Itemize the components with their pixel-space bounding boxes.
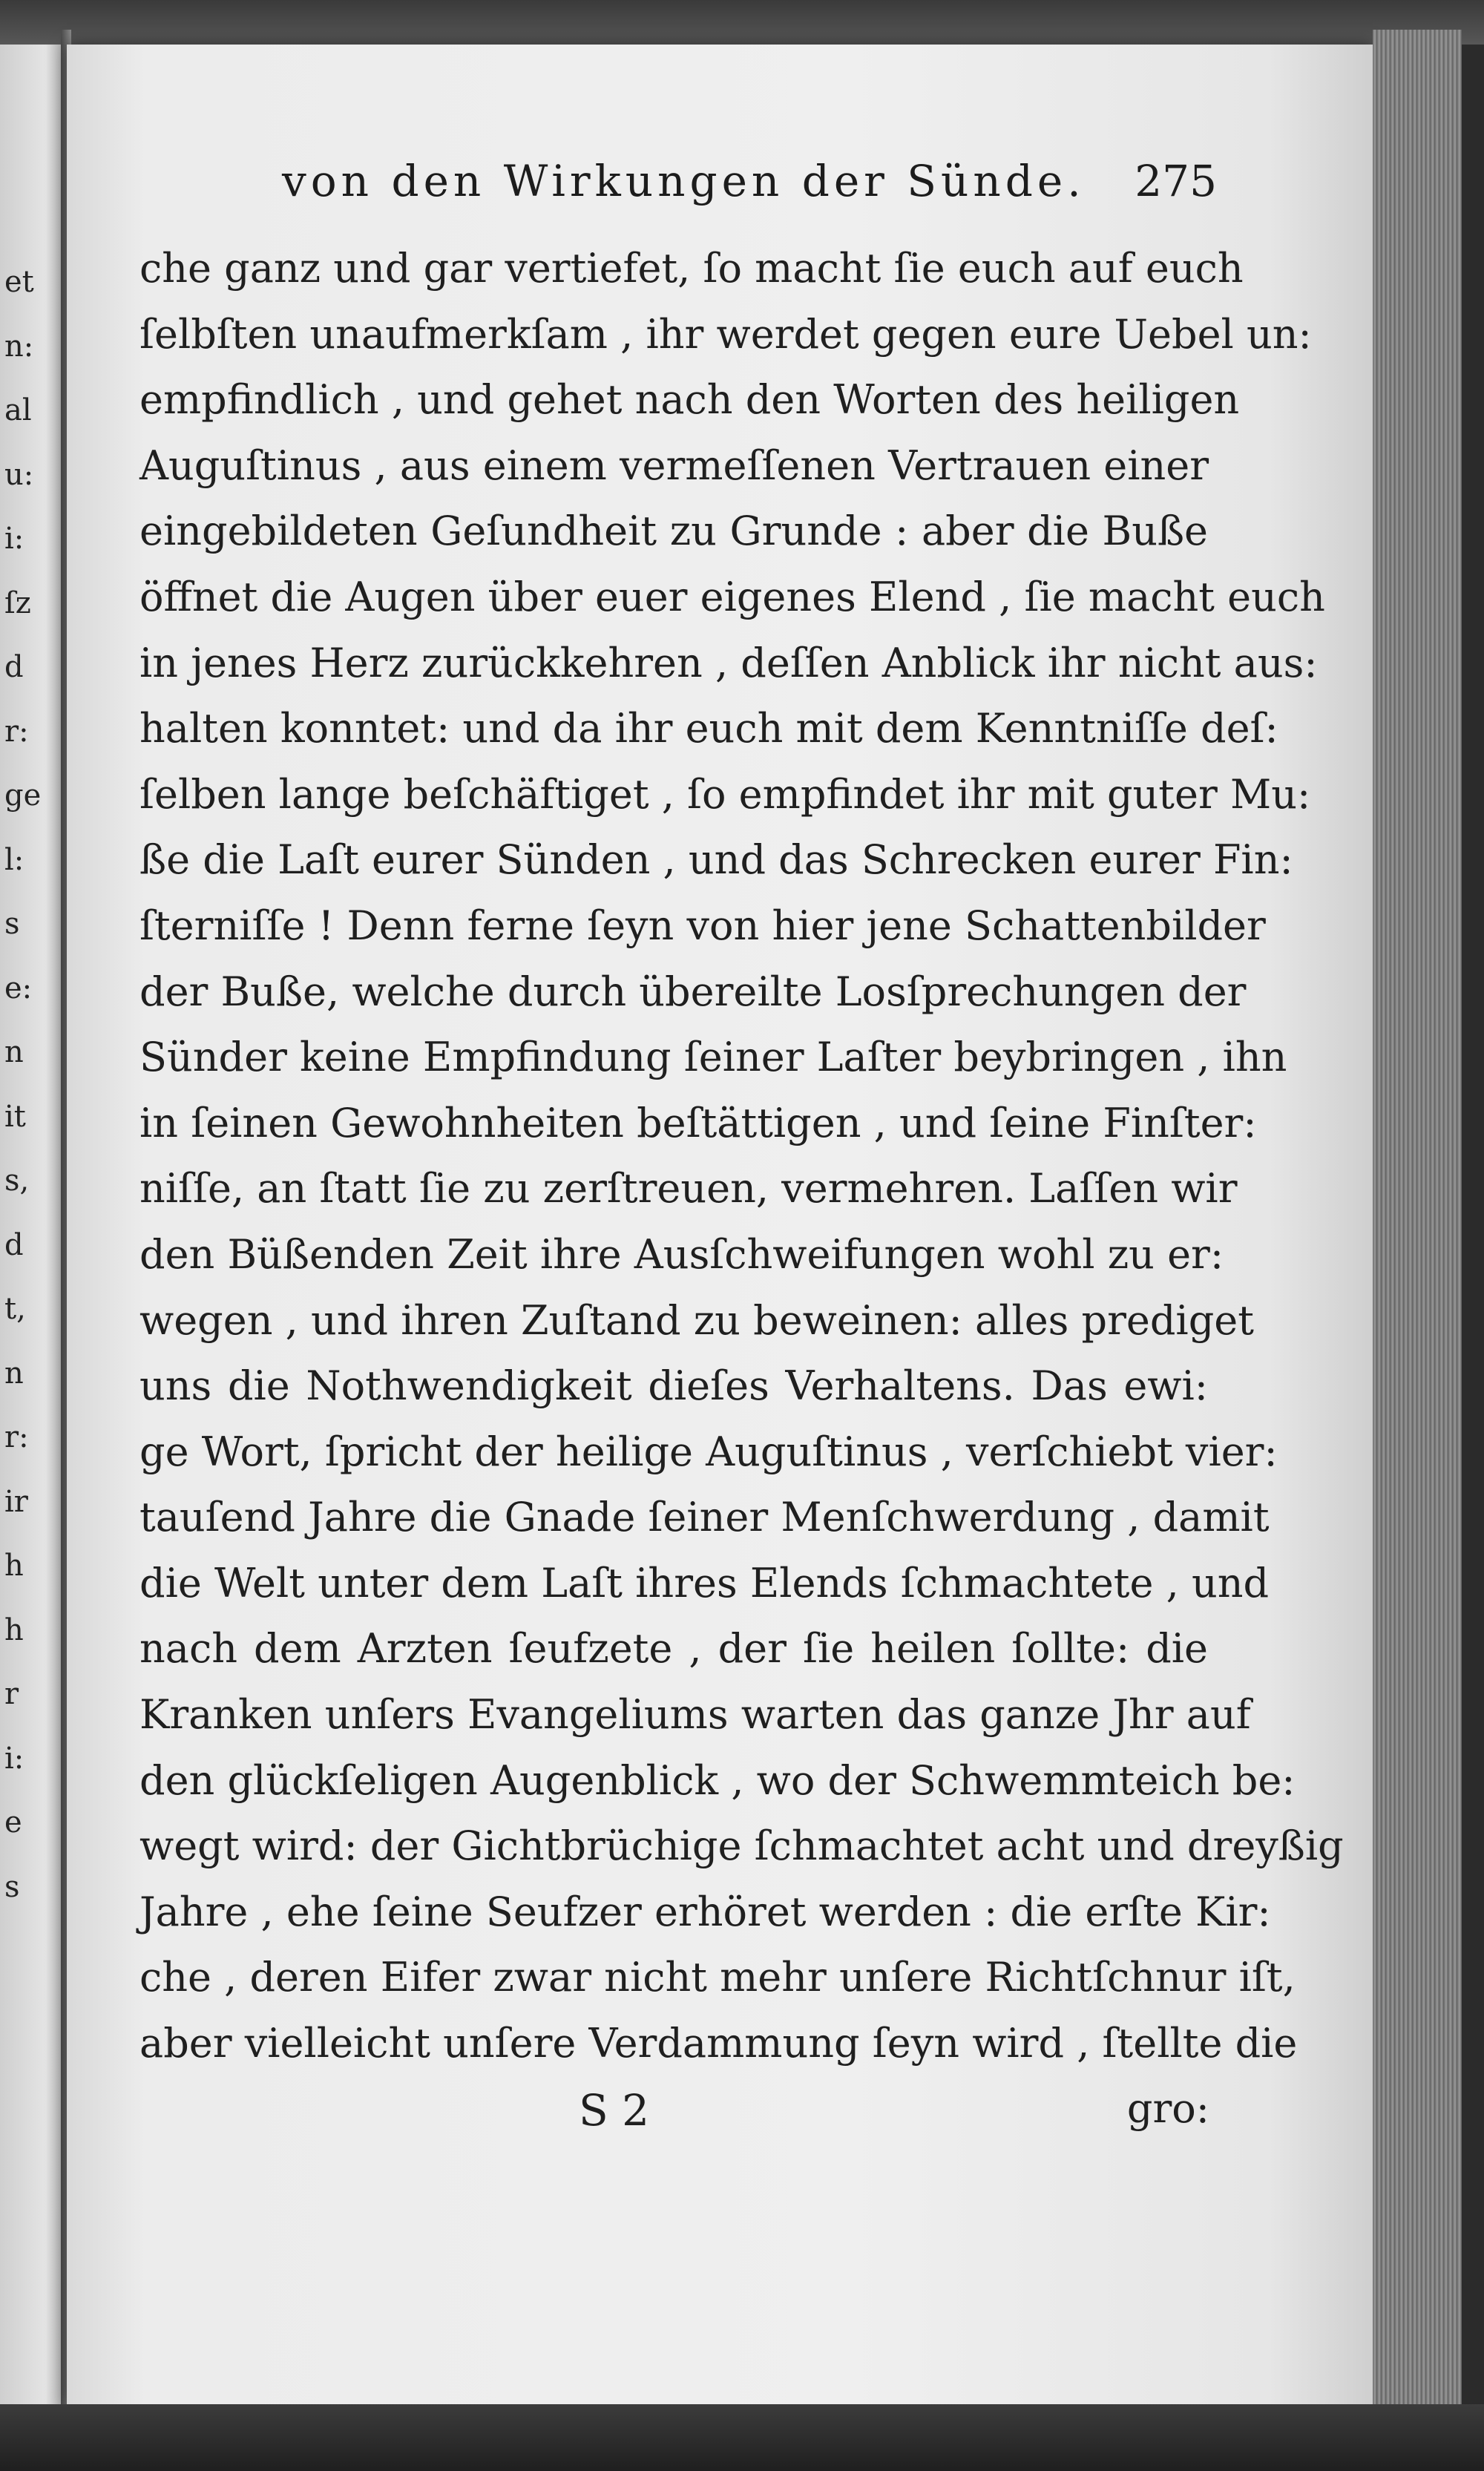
left-page-fragment: et	[4, 265, 34, 299]
text-line: niſſe, an ſtatt ſie zu zerſtreuen, vermehren. Laſſen wir	[139, 1165, 1238, 1212]
text-line: Sünder keine Empfindung ſeiner Laſter beybringen , ihn	[139, 1034, 1287, 1081]
text-line: wegt wird: der Gichtbrüchige ſchmachtet acht und dreyßig	[139, 1822, 1344, 1870]
text-line: ſterniſſe ! Denn ferne ſeyn von hier jene Schattenbilder	[139, 902, 1266, 949]
left-page-fragment: e	[4, 1805, 22, 1840]
text-line: öffnet die Augen über euer eigenes Elend , ſie macht euch	[139, 573, 1325, 620]
text-line: ſelbſten unaufmerkſam , ihr werdet gegen eure Uebel un:	[139, 310, 1312, 358]
text-line: den Büßenden Zeit ihre Ausſchweifungen wohl zu er:	[139, 1230, 1224, 1278]
text-line: die Welt unter dem Laſt ihres Elends ſchmachtete , und	[139, 1559, 1270, 1607]
left-page-fragment: l:	[4, 842, 24, 877]
text-line: halten konntet: und da ihr euch mit dem Kenntniſſe deſ:	[139, 705, 1278, 752]
signature-mark: S 2	[579, 2085, 650, 2136]
text-line: der Buße, welche durch übereilte Losſprechungen der	[139, 968, 1247, 1015]
running-title: von den Wirkungen der Sünde.	[282, 156, 1086, 206]
text-line: aber vielleicht unſere Verdammung ſeyn wird , ſtellte die	[139, 2020, 1298, 2067]
left-page-fragment: it	[4, 1099, 26, 1134]
text-line: ge Wort, ſpricht der heilige Auguſtinus , verſchiebt vier:	[139, 1428, 1278, 1475]
page-edges	[1373, 30, 1462, 2412]
text-line: che , deren Eifer zwar nicht mehr unſere Richtſchnur iſt,	[139, 1954, 1296, 2001]
left-page-fragment: ir	[4, 1484, 28, 1519]
left-page-fragment: d	[4, 650, 24, 684]
left-page-fragment: s	[4, 1869, 20, 1904]
text-line: ße die Laſt eurer Sünden , und das Schrecken eurer Fin:	[139, 836, 1293, 884]
scanner-top-band	[0, 0, 1484, 45]
text-line: den glückſeligen Augenblick , wo der Schwemmteich be:	[139, 1756, 1296, 1804]
left-page-fragment: n	[4, 1356, 24, 1391]
text-line: wegen , und ihren Zuſtand zu beweinen: alles prediget	[139, 1296, 1254, 1344]
text-line: nach dem Arzten ſeufzete , der ſie heilen ſollte: die	[139, 1625, 1208, 1673]
left-page-fragment: s	[4, 907, 20, 941]
left-page-fragment: i:	[4, 1741, 24, 1776]
left-page-fragment: s,	[4, 1164, 30, 1198]
catchword: gro:	[1126, 2085, 1209, 2132]
text-line: ſelben lange beſchäftiget , ſo empfindet ihr mit guter Mu:	[139, 770, 1311, 818]
text-line: empfindlich , und gehet nach den Worten des heiligen	[139, 376, 1240, 424]
body-text	[139, 236, 1344, 2077]
text-line: in jenes Herz zurückkehren , deſſen Anblick ihr nicht aus:	[139, 639, 1318, 686]
text-line: tauſend Jahre die Gnade ſeiner Menſchwerdung , damit	[139, 1494, 1270, 1541]
left-page-fragment: e:	[4, 971, 33, 1005]
left-page-fragment: n:	[4, 329, 34, 364]
left-page-edge	[0, 45, 65, 2404]
left-page-fragment: ge	[4, 778, 42, 813]
left-page-fragment: r:	[4, 1420, 29, 1454]
scanner-bottom-band	[0, 2404, 1484, 2471]
left-page-fragment: d	[4, 1227, 24, 1262]
left-page-fragment: r	[4, 1677, 19, 1711]
left-page-fragment: ſz	[4, 585, 31, 620]
page-number: 275	[1135, 156, 1217, 206]
text-line: che ganz und gar vertiefet, ſo macht ſie euch auf euch	[139, 245, 1244, 292]
left-page-fragment: h	[4, 1549, 24, 1583]
left-page-fragment: r:	[4, 714, 29, 749]
text-line: eingebildeten Geſundheit zu Grunde : aber die Buße	[139, 508, 1208, 555]
text-line: Auguſtinus , aus einem vermeſſenen Vertrauen einer	[139, 442, 1209, 489]
left-page-fragment: h	[4, 1612, 24, 1647]
left-page-fragment: al	[4, 393, 32, 427]
text-line: Kranken unſers Evangeliums warten das ganze Jhr auf	[139, 1691, 1251, 1739]
left-page-fragment: t,	[4, 1292, 26, 1326]
left-page-fragment: i:	[4, 522, 24, 556]
left-page-fragment: n	[4, 1035, 24, 1069]
text-line: uns die Nothwendigkeit dieſes Verhaltens. Das ewi:	[139, 1362, 1208, 1410]
text-line: in ſeinen Gewohnheiten beſtättigen , und ſeine Finſter:	[139, 1099, 1257, 1146]
left-page-fragment: u:	[4, 457, 34, 492]
text-line: Jahre , ehe ſeine Seufzer erhöret werden : die erſte Kir:	[139, 1888, 1271, 1935]
